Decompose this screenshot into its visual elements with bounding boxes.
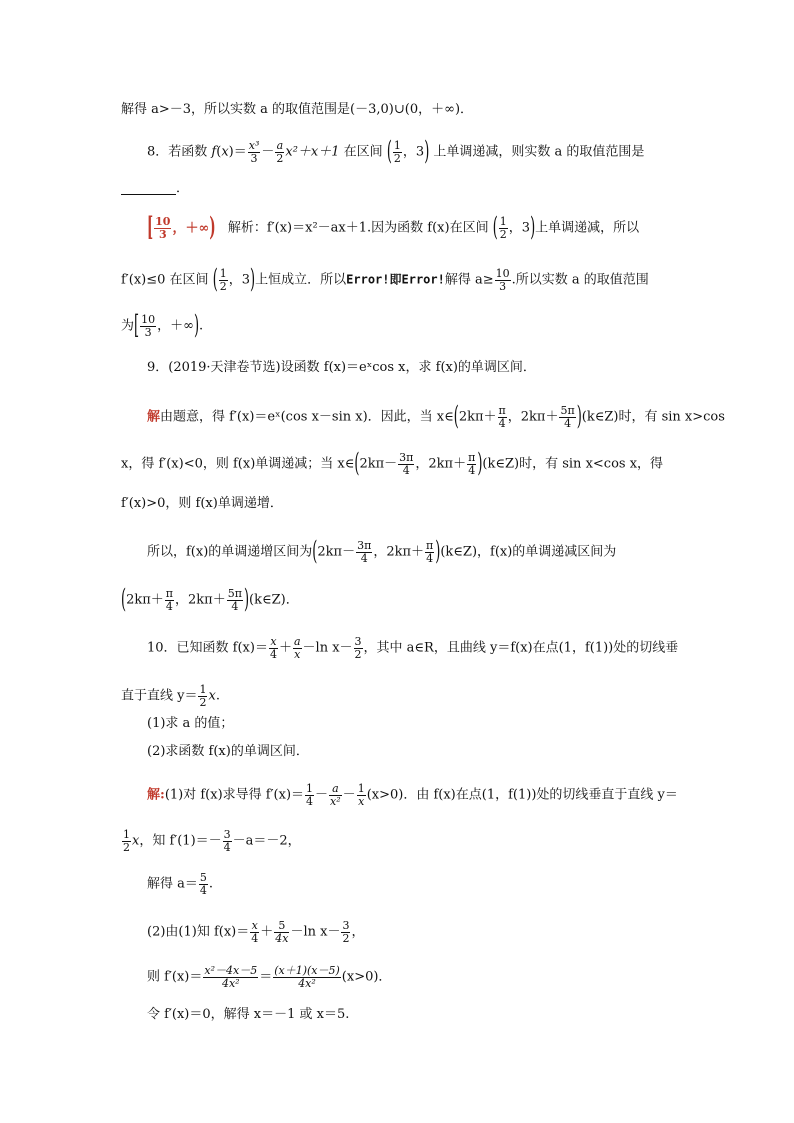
text: f′(x)＝x²－ax＋1.因为函数 f(x)在区间	[266, 220, 489, 236]
fraction: $\frac{10}{3}$	[495, 267, 510, 293]
fraction: $\frac{x}{4}$	[251, 919, 259, 945]
text: 上恒成立．所以	[255, 272, 347, 288]
text: 上单调递减，所以	[535, 220, 640, 236]
answer-9-line-1: 解由题意，得 f′(x)＝eˣ(cos x－sin x)．因此，当 x∈(2kπ＋ $\frac{\pi}{4}$ ，2kπ＋ $\frac{5\pi}{4}$ )(k∈Z)时，有 sin x>cos	[147, 402, 725, 433]
q8-text: 在区间	[343, 144, 383, 160]
fraction: $\frac{(x+1)(x-5)}{\text{4x²}}$	[274, 964, 340, 990]
fraction: $\frac{10}{3}$	[155, 215, 171, 241]
fraction: $\frac{\pi}{4}$	[426, 539, 434, 565]
answer-10-line-5: 则 f′(x)＝ $\frac{\text{x²－4x－5}}{\text{4x²}}$ ＝ $\frac{(x+1)(x-5)}{\text{4x²}}$ (x>0)．	[147, 964, 392, 990]
fraction: $\frac{1}{2}$	[219, 267, 227, 293]
fraction: $\frac{1}{2}$	[123, 828, 130, 854]
text: .所以实数 a 的取值范围	[511, 272, 649, 288]
fraction: $\frac{a}{x}$	[293, 635, 301, 661]
fraction: $\frac{5\pi}{4}$	[560, 404, 575, 430]
question-10-sub-2: (2)求函数 f(x)的单调区间．	[147, 744, 309, 759]
answer-8-line-1: [ $\frac{10}{3}$ ，＋∞) 解析：f′(x)＝x²－ax＋1.因为函数 f(x)在区间 ( $\frac{1}{2}$ ，3)上单调递减，所以	[147, 213, 640, 244]
fraction: $\frac{1}{x}$	[357, 782, 365, 808]
text: f′(x)≤0 在区间	[121, 272, 209, 288]
question-9: 9．(2019·天津卷节选)设函数 f(x)＝eˣcos x，求 f(x)的单调区间．	[147, 360, 536, 375]
question-10-line-2: 直于直线 y＝ $\frac{1}{2}$ x.	[121, 683, 220, 709]
fraction: $\frac{1}{2}$	[393, 139, 401, 165]
answer-9-line-3: f′(x)>0，则 f(x)单调递增．	[121, 496, 283, 511]
fraction: $\frac{5\pi}{4}$	[227, 587, 242, 613]
answer-10-line-1: 解:(1)对 f(x)求导得 f′(x)＝ $\frac{1}{4}$ － $\frac{a}{\text{x²}}$ － $\frac{1}{x}$ (x>0)．由 f(x)在点(1，f(1))处的切线垂直于直线 y＝	[147, 782, 678, 808]
fraction: $\frac{3\pi}{4}$	[357, 539, 372, 565]
answer-10-line-4: (2)由(1)知 f(x)＝ $\frac{x}{4}$ ＋ $\frac{5}{4x}$ －ln x－ $\frac{3}{2}$ ，	[147, 919, 365, 945]
fraction: $\frac{1}{2}$	[199, 683, 207, 709]
answer-9-line-4: 所以，f(x)的单调递增区间为(2kπ－ $\frac{3\pi}{4}$ ，2kπ＋ $\frac{\pi}{4}$ )(k∈Z)，f(x)的单调递减区间为	[147, 537, 617, 568]
fraction: $\frac{1}{2}$	[499, 215, 507, 241]
fraction: $\frac{\pi}{4}$	[468, 451, 476, 477]
q8-text: 8．若函数	[147, 144, 208, 160]
answer-blank: ．	[121, 182, 189, 195]
question-10: 10．已知函数 f(x)＝ $\frac{x}{4}$ ＋ $\frac{a}{x}$ －ln x－ $\frac{3}{2}$ ，其中 a∈R，且曲线 y＝f(x)在点(1，f(1))处的切线垂	[147, 635, 679, 661]
answer-10-line-3: 解得 a＝ $\frac{5}{4}$ .	[147, 871, 214, 897]
fraction: $\frac{3\pi}{4}$	[399, 451, 414, 477]
answer-8-line-2: f′(x)≤0 在区间 ( $\frac{1}{2}$ ，3)上恒成立．所以Error!即Error!解得 a≥ $\frac{10}{3}$ .所以实数 a 的取值范围	[121, 265, 649, 296]
text: 解得 a≥	[444, 272, 494, 288]
fraction: $\frac{5}{4}$	[199, 871, 207, 897]
fraction: $\frac{a}{\text{x²}}$	[330, 782, 341, 808]
answer-10-line-2: $\frac{1}{2}$ x，知 f′(1)＝－ $\frac{3}{4}$ －a＝－2，	[123, 828, 301, 854]
fraction: $\frac{3}{2}$	[354, 635, 362, 661]
label: 解	[147, 409, 161, 425]
fraction: $\frac{\text{x²－4x－5}}{\text{4x²}}$	[204, 964, 258, 990]
answer-8-line-3: 为[ $\frac{10}{3}$ ，＋∞).	[121, 311, 204, 342]
label: 解:	[147, 787, 165, 803]
fraction: $\frac{\pi}{4}$	[498, 404, 506, 430]
answer-10-line-6: 令 f′(x)＝0，解得 x＝－1 或 x＝5.	[147, 1007, 350, 1022]
fraction: $\frac{\pi}{4}$	[165, 587, 174, 613]
fraction: $\frac{5}{4x}$	[275, 919, 289, 945]
fraction: $\frac{a}{2}$	[276, 139, 284, 165]
error-text: Error!即Error!	[346, 272, 445, 287]
fraction: $\frac{1}{4}$	[306, 782, 314, 808]
fraction: $\frac{\text{x³}}{3}$	[248, 139, 260, 165]
fraction: $\frac{3}{2}$	[342, 919, 350, 945]
label: 解析：	[227, 220, 267, 236]
text-line: 解得 a>－3，所以实数 a 的取值范围是(－3,0)∪(0，＋∞)．	[121, 102, 474, 117]
q8-text: 上单调递减，则实数 a 的取值范围是	[433, 144, 645, 160]
question-8: 8．若函数 f(x)＝ $\frac{\text{x³}}{3}$ － $\frac{a}{2}$ x²＋x＋1 在区间 ( $\frac{1}{2}$ ，3) 上单调递减，则实数 a 的取值范围是	[147, 137, 645, 168]
fraction: $\frac{10}{3}$	[141, 313, 156, 339]
fraction: $\frac{x}{4}$	[269, 635, 277, 661]
answer-9-line-2: x，得 f′(x)<0，则 f(x)单调递减；当 x∈(2kπ－ $\frac{3\pi}{4}$ ，2kπ＋ $\frac{\pi}{4}$ )(k∈Z)时，有 sin x<cos x，得	[121, 449, 664, 480]
fraction: $\frac{3}{4}$	[223, 828, 231, 854]
answer-9-line-5: (2kπ＋ $\frac{\pi}{4}$ ，2kπ＋ $\frac{5\pi}{4}$ )(k∈Z)．	[121, 585, 299, 616]
question-10-sub-1: (1)求 a 的值；	[147, 716, 234, 731]
